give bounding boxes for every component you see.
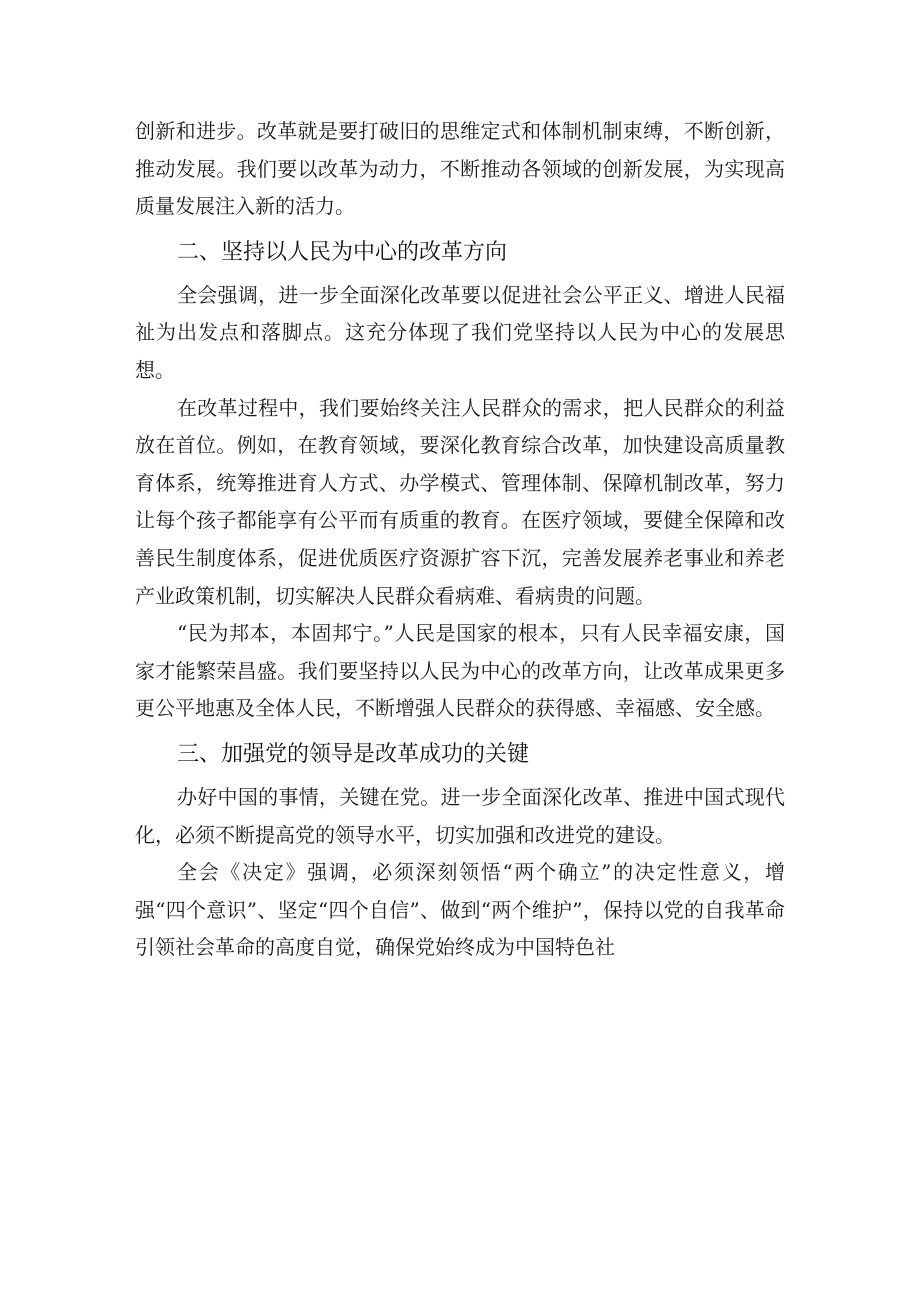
section-heading-3: 三、加强党的领导是改革成功的关键 [177, 741, 530, 767]
paragraph: 全会《决定》强调，必须深刻领悟“两个确立”的决定性意义，增强“四个意识”、坚定“四个自信”、做到“两个维护”，保持以党的自我革命引领社会革命的高度自觉，确保党始终成为中国特色社 [135, 860, 785, 960]
paragraph: 办好中国的事情，关键在党。进一步全面深化改革、推进中国式现代化，必须不断提高党的领导水平，切实加强和改进党的建设。 [135, 784, 785, 847]
paragraph: 在改革过程中，我们要始终关注人民群众的需求，把人民群众的利益放在首位。例如，在教育领域，要深化教育综合改革，加快建设高质量教育体系，统筹推进育人方式、办学模式、管理体制、保障机制改革，努力让每个孩子都能享有公平而有质重的教育。在医疗领域，要健全保障和改善民生制度体系，促进优质医疗资源扩容下沉，完善发展养老事业和养老产业政策机制，切实解决人民群众看病难、看病贵的问题。 [135, 395, 785, 608]
section-heading-2: 二、坚持以人民为中心的改革方向 [177, 239, 508, 265]
paragraph: “民为邦本，本固邦宁。”人民是国家的根本，只有人民幸福安康，国家才能繁荣昌盛。我们要坚持以人民为中心的改革方向，让改革成果更多更公平地惠及全体人民，不断增强人民群众的获得感、幸福感、安全感。 [135, 621, 785, 721]
document-body [135, 113, 785, 967]
paragraph-continued: 创新和进步。改革就是要打破旧的思维定式和体制机制束缚，不断创新，推动发展。我们要以改革为动力，不断推动各领域的创新发展，为实现高质量发展注入新的活力。 [135, 119, 785, 219]
paragraph: 全会强调，进一步全面深化改革要以促进社会公平正义、增进人民福祉为出发点和落脚点。这充分体现了我们党坚持以人民为中心的发展思想。 [135, 282, 785, 382]
